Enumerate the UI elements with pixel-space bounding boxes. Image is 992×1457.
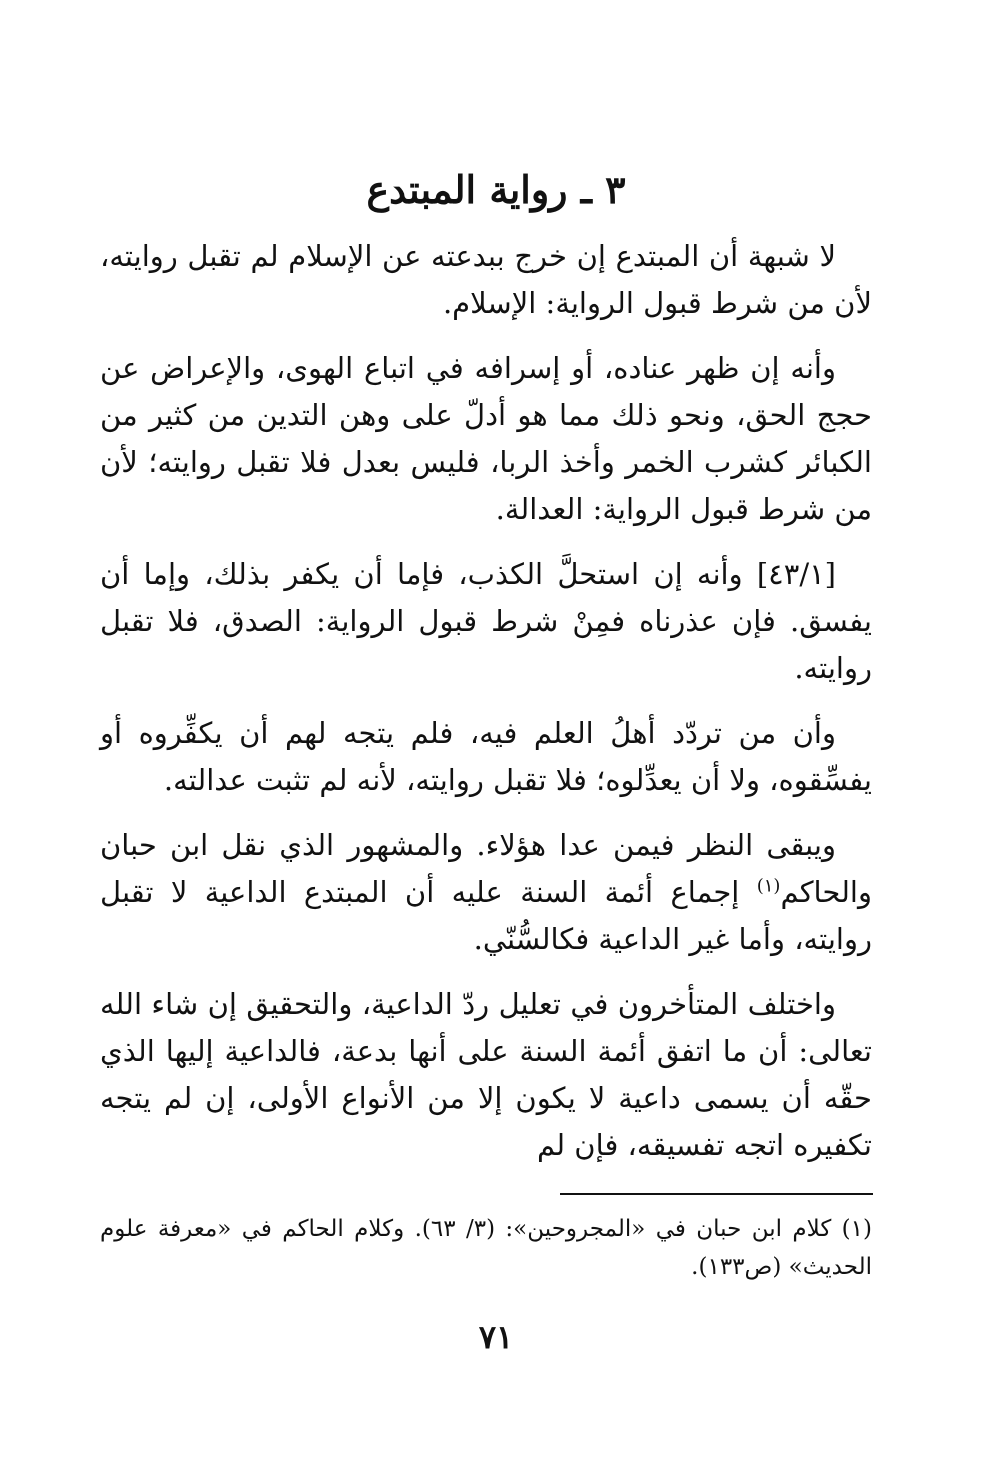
paragraph-3: [٤٣/١] وأنه إن استحلَّ الكذب، فإما أن يكفر بذلك، وإما أن يفسق. فإن عذرناه فمِنْ شرط قبول الرواية: الصدق، فلا تقبل روايته. — [100, 557, 872, 685]
footnote-reference: (١) — [756, 875, 781, 897]
paragraph-2: وأنه إن ظهر عناده، أو إسرافه في اتباع الهوى، والإعراض عن حجج الحق، ونحو ذلك مما هو أدلّ على وهن التدين من كثير من الكبائر كشرب الخمر وأخذ الربا، فليس بعدل فلا تقبل روايته؛ لأن من شرط قبول الرواية: العدالة. — [100, 351, 872, 526]
paragraph-5 — [100, 822, 872, 963]
paragraph-1: لا شبهة أن المبتدع إن خرج ببدعته عن الإسلام لم تقبل روايته، لأن من شرط قبول الرواية: الإسلام. — [100, 239, 872, 320]
footnote-divider — [560, 1193, 873, 1195]
paragraph-4: وأن من تردّد أهلُ العلم فيه، فلم يتجه لهم أن يكفِّروه أو يفسِّقوه، ولا أن يعدِّلوه؛ فلا تقبل روايته، لأنه لم تثبت عدالته. — [100, 716, 872, 797]
paragraph-6: واختلف المتأخرون في تعليل ردّ الداعية، والتحقيق إن شاء الله تعالى: أن ما اتفق أئمة السنة على أنها بدعة، فالداعية إليها الذي حقّه أن يسمى داعية لا يكون إلا من الأنواع الأولى، إن لم يتجه تكفيره اتجه تفسيقه، فإن لم — [100, 987, 872, 1162]
page-number: ٧١ — [478, 1318, 514, 1356]
main-text — [100, 233, 872, 1187]
paragraph-5-start: ويبقى النظر فيمن عدا هؤلاء. والمشهور الذي نقل ابن حبان والحاكم — [100, 828, 872, 909]
paragraph-5-end: إجماع أئمة السنة عليه أن المبتدع الداعية لا تقبل روايته، وأما غير الداعية فكالسُّنّي. — [100, 875, 872, 956]
footnote: (١) كلام ابن حبان في «المجروحين»: (٣/ ٦٣). وكلام الحاكم في «معرفة علوم الحديث» (ص١٣٣). — [100, 1216, 872, 1280]
section-title: ٣ ـ رواية المبتدع — [366, 167, 626, 212]
